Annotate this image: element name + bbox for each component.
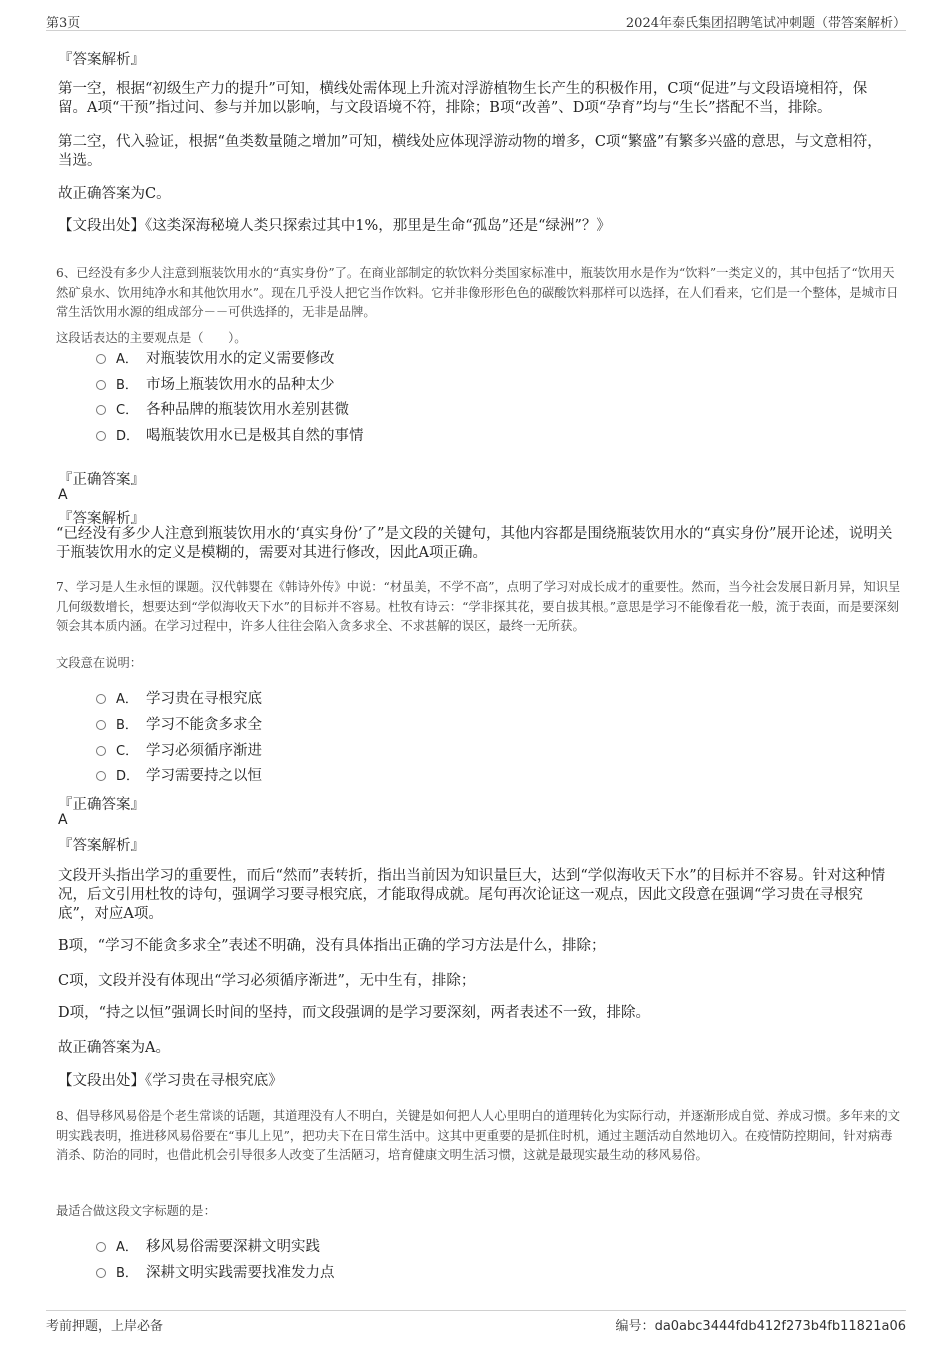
analysis-paragraph: “已经没有多少人注意到瓶装饮用水的‘真实身份’了”是文段的关键句，其他内容都是围绕瓶装饮用水的“真实身份”展开论述，说明关于瓶装饮用水的定义是模糊的，需要对其进行修改，因此A项正确。	[56, 526, 893, 561]
analysis-conclusion: 故正确答案为A。	[58, 1040, 170, 1056]
correct-answer-label: 『正确答案』	[58, 472, 145, 488]
radio-button-icon[interactable]	[96, 354, 106, 364]
question-text: 6、已经没有多少人注意到瓶装饮用水的“真实身份”了。在商业部制定的软饮料分类国家标准中，瓶装饮用水是作为“饮料”一类定义的，其中包括了“饮用天然矿泉水、饮用纯净水和其他饮用水”。现在几乎没人把它当作饮料。它并非像形形色色的碳酸饮料那样可以选择，在人们看来，它们是一个整体，是城市日常生活饮用水源的组成部分－－可供选择的，无非是品牌。	[56, 266, 899, 319]
radio-button-icon[interactable]	[96, 746, 106, 756]
analysis-paragraph: D项，“持之以恒”强调长时间的坚持，而文段强调的是学习要深刻，两者表述不一致，排除。	[58, 1005, 650, 1021]
option-b[interactable]: B． 深耕文明实践需要找准发力点	[96, 1261, 335, 1281]
question-prompt: 文段意在说明：	[56, 656, 143, 670]
analysis-label: 『答案解析』	[58, 52, 145, 68]
source-citation: 【文段出处】《学习贵在寻根究底》	[58, 1073, 283, 1089]
option-c[interactable]: C． 学习必须循序渐进	[96, 739, 262, 759]
correct-answer-value: A	[58, 487, 68, 503]
correct-answer-label: 『正确答案』	[58, 797, 145, 813]
option-d[interactable]: D． 喝瓶装饮用水已是极其自然的事情	[96, 424, 364, 444]
radio-button-icon[interactable]	[96, 1268, 106, 1278]
analysis-label: 『答案解析』	[58, 838, 145, 854]
option-a[interactable]: A． 学习贵在寻根究底	[96, 687, 262, 707]
correct-answer-value: A	[58, 812, 68, 828]
document-id	[616, 1315, 906, 1334]
analysis-paragraph: 文段开头指出学习的重要性，而后“然而”表转折，指出当前因为知识量巨大，达到“学似海收天下水”的目标并不容易。针对这种情况，后文引用杜牧的诗句，强调学习要寻根究底，才能取得成就。尾句再次论证这一观点，因此文段意在强调“学习贵在寻根究底”，对应A项。	[58, 868, 886, 922]
option-d[interactable]: D． 学习需要持之以恒	[96, 764, 262, 784]
analysis-paragraph: B项，“学习不能贪多求全”表述不明确，没有具体指出正确的学习方法是什么，排除；	[58, 938, 606, 954]
radio-button-icon[interactable]	[96, 405, 106, 415]
page-number: 第3页	[46, 16, 81, 31]
question-prompt: 这段话表达的主要观点是（ ）。	[56, 331, 247, 345]
radio-button-icon[interactable]	[96, 1242, 106, 1252]
analysis-paragraph: 第一空，根据“初级生产力的提升”可知，横线处需体现上升流对浮游植物生长产生的积极作用，C项“促进”与文段语境相符，保留。A项“干预”指过问、参与并加以影响，与文段语境不符，排除；B项“改善”、D项“孕育”均与“生长”搭配不当，排除。	[58, 81, 868, 116]
radio-button-icon[interactable]	[96, 380, 106, 390]
page-footer	[46, 1310, 906, 1341]
radio-button-icon[interactable]	[96, 771, 106, 781]
radio-button-icon[interactable]	[96, 720, 106, 730]
source-citation: 【文段出处】《这类深海秘境人类只探索过其中1%，那里是生命“孤岛”还是“绿洲”？》	[58, 218, 611, 234]
radio-button-icon[interactable]	[96, 694, 106, 704]
question-text: 7、学习是人生永恒的课题。汉代韩婴在《韩诗外传》中说：“材虽美，不学不高”，点明了学习对成长成才的重要性。然而，当今社会发展日新月异，知识呈几何级数增长，想要达到“学似海收天下水”的目标并不容易。杜牧有诗云：“学非探其花，要自拔其根。”意思是学习不能像看花一般，流于表面，而是要深刻领会其本质内涵。在学习过程中，许多人往往会陷入贪多求全、不求甚解的误区，最终一无所获。	[56, 580, 901, 633]
option-a[interactable]: A． 对瓶装饮用水的定义需要修改	[96, 347, 335, 367]
analysis-paragraph: C项，文段并没有体现出“学习必须循序渐进”，无中生有，排除；	[58, 973, 476, 989]
question-prompt: 最适合做这段文字标题的是：	[56, 1204, 216, 1218]
document-id-value: da0abc3444fdb412f273b4fb11821a06	[654, 1319, 906, 1334]
option-a[interactable]: A． 移风易俗需要深耕文明实践	[96, 1235, 320, 1255]
document-title: 2024年泰氏集团招聘笔试冲刺题（带答案解析）	[625, 16, 906, 31]
analysis-conclusion: 故正确答案为C。	[58, 186, 171, 202]
radio-button-icon[interactable]	[96, 431, 106, 441]
option-c[interactable]: C． 各种品牌的瓶装饮用水差别甚微	[96, 398, 349, 418]
analysis-paragraph: 第二空，代入验证，根据“鱼类数量随之增加”可知，横线处应体现浮游动物的增多，C项“繁盛”有繁多兴盛的意思，与文意相符，当选。	[58, 134, 882, 169]
option-b[interactable]: B． 市场上瓶装饮用水的品种太少	[96, 373, 335, 393]
question-text: 8、倡导移风易俗是个老生常谈的话题，其道理没有人不明白，关键是如何把人人心里明白的道理转化为实际行动，并逐渐形成自觉、养成习惯。多年来的文明实践表明，推进移风易俗要在“事儿上见”，把功夫下在日常生活中。这其中更重要的是抓住时机，通过主题活动自然地切入。在疫情防控期间，针对病毒消杀、防治的同时，也借此机会引导很多人改变了生活陋习，培育健康文明生活习惯，这就是最现实最生动的移风易俗。	[56, 1109, 901, 1162]
footer-slogan: 考前押题，上岸必备	[46, 1319, 164, 1334]
document-id-label: 编号：	[615, 1319, 655, 1334]
page-header	[46, 8, 906, 31]
analysis-label: 『答案解析』	[58, 511, 145, 527]
option-b[interactable]: B． 学习不能贪多求全	[96, 713, 262, 733]
